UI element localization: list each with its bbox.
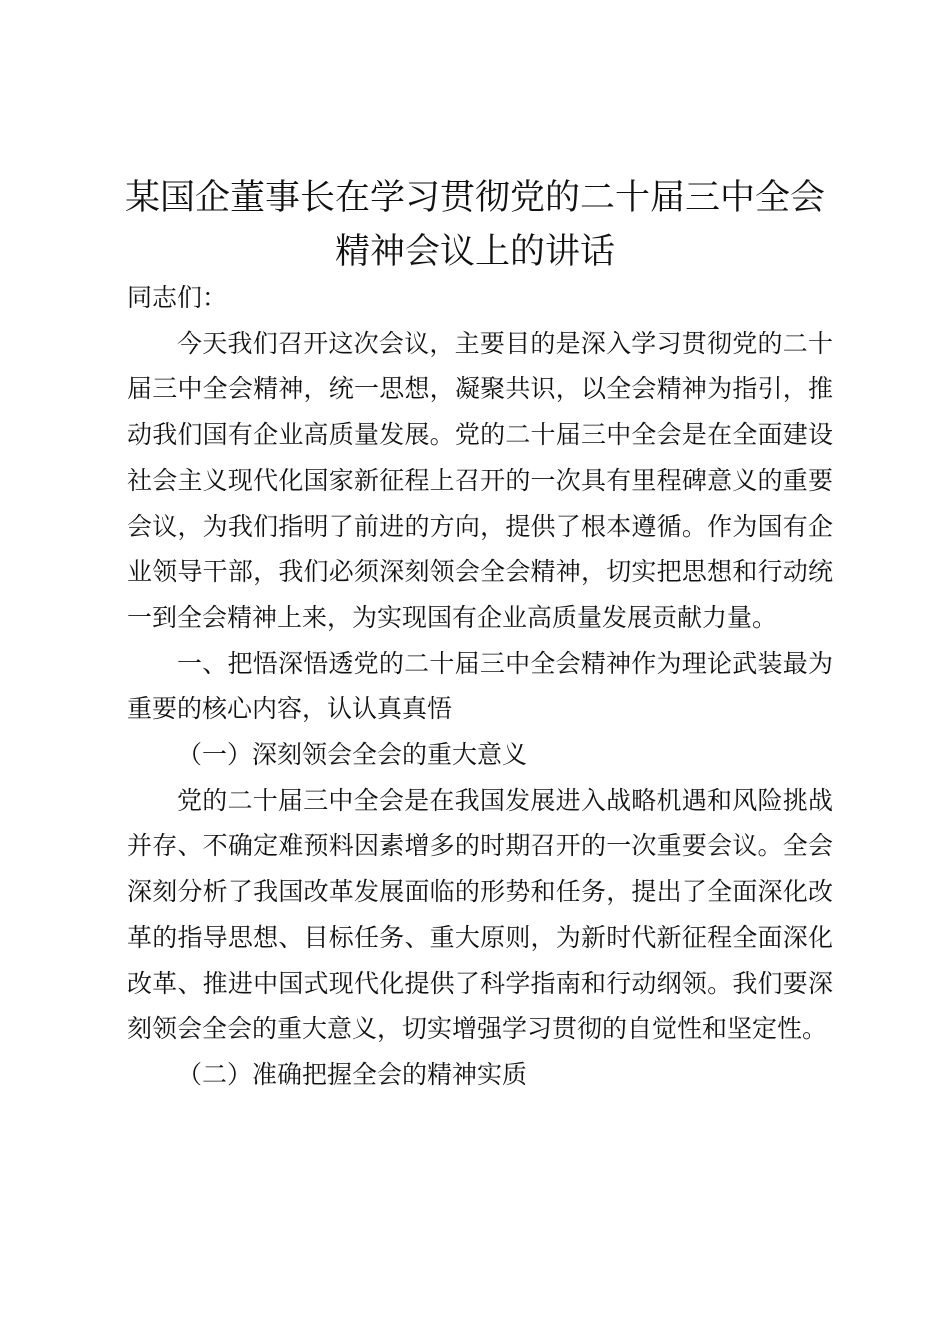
section-1-heading: 一、把悟深悟透党的二十届三中全会精神作为理论武装最为重要的核心内容，认认真真悟 (127, 648, 833, 724)
salutation: 同志们： (127, 283, 228, 312)
document-title-line-2: 精神会议上的讲话 (334, 232, 615, 272)
subsection-1-heading: （一）深刻领会全会的重大意义 (177, 740, 528, 770)
document-body (127, 275, 833, 1098)
subsection-2-heading: （二）准确把握全会的精神实质 (177, 1059, 528, 1089)
subsection-1-paragraph: 党的二十届三中全会是在我国发展进入战略机遇和风险挑战并存、不确定难预料因素增多的时期召开的一次重要会议。全会深刻分析了我国改革发展面临的形势和任务，提出了全面深化改革的指导思想、目标任务、重大原则，为新时代新征程全面深化改革、推进中国式现代化提供了科学指南和行动纲领。我们要深刻领会全会的重大意义，切实增强学习贯彻的自觉性和坚定性。 (127, 785, 833, 1044)
intro-paragraph: 今天我们召开这次会议，主要目的是深入学习贯彻党的二十届三中全会精神，统一思想，凝聚共识，以全会精神为指引，推动我们国有企业高质量发展。党的二十届三中全会是在全面建设社会主义现代化国家新征程上召开的一次具有里程碑意义的重要会议，为我们指明了前进的方向，提供了根本遵循。作为国有企业领导干部，我们必须深刻领会全会精神，切实把思想和行动统一到全会精神上来，为实现国有企业高质量发展贡献力量。 (127, 328, 833, 632)
document-title-line-1: 某国企董事长在学习贯彻党的二十届三中全会 (124, 178, 825, 218)
